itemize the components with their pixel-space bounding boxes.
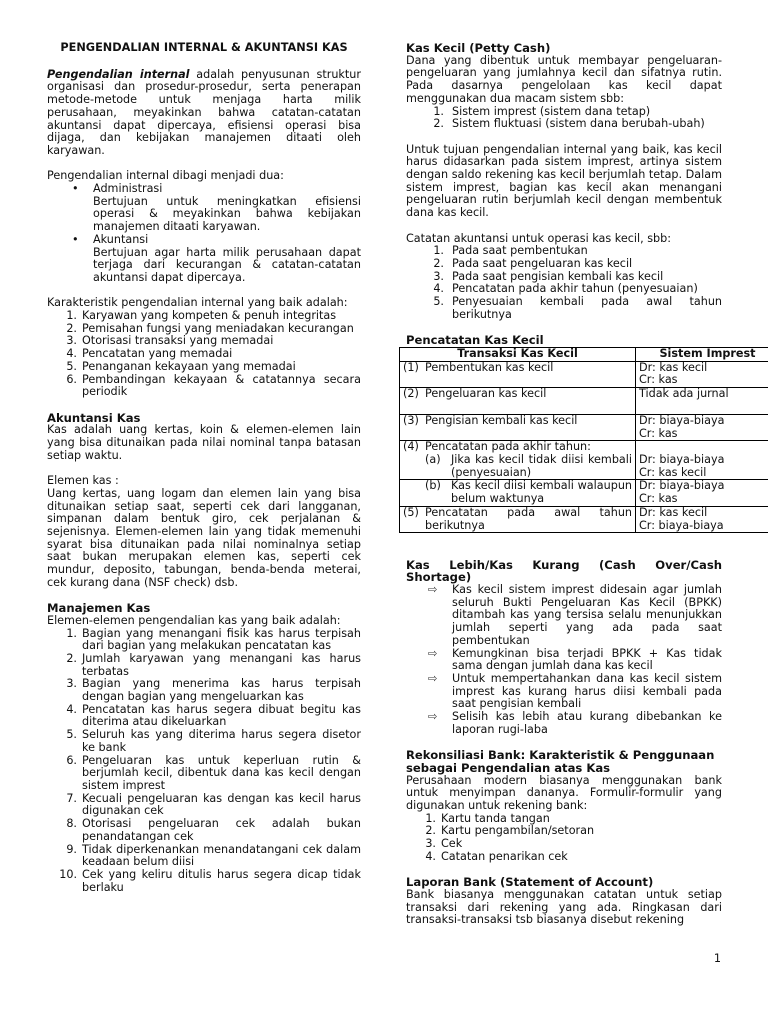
table-row: (3) Pengisian kembali kas kecil Dr: biaya-biaya Cr: kas [400, 414, 768, 440]
list-item: ⇨ Kas kecil sistem imprest didesain agar jumlah seluruh Bukti Pengeluaran Kas Kecil (BPKK) ditambah kas yang tersisa selalu menunjukkan jumlah seperti yang ada pada saat pembentukan [428, 583, 722, 647]
list-item: • Akuntansi Bertujuan agar harta milik perusahaan dapat terjaga dari kecurangan & catatan-catatan akuntansi dapat dipercaya. [72, 232, 361, 284]
bullet-icon: • [72, 182, 79, 196]
table-header-imprest: Sistem Imprest [636, 347, 768, 361]
elemen-label: Elemen kas : [47, 474, 119, 488]
left-column [47, 42, 361, 894]
list-item: 1. Kartu tanda tangan [425, 811, 550, 825]
table-row: (2) Pengeluaran kas kecil Tidak ada jurnal [400, 387, 768, 414]
kas-definition: Kas adalah uang kertas, koin & elemen-elemen lain yang bisa ditunaikan pada nilai nominal tanpa batasan setiap waktu. [47, 423, 361, 462]
list-item: 10. Cek yang keliru ditulis harus segera dicap tidak berlaku [59, 867, 361, 894]
list-item: 9. Tidak diperkenankan menandatangani cek dalam keadaan belum diisi [66, 842, 361, 869]
list-item: 3. Otorisasi transaksi yang memadai [66, 334, 274, 348]
arrow-icon: ⇨ [428, 710, 438, 724]
petty-cash-heading: Kas Kecil (Petty Cash) [406, 41, 551, 55]
petty-cash-text: Dana yang dibentuk untuk membayar pengeluaran-pengeluaran yang jumlahnya kecil dan sifatnya rutin. Pada dasarnya pengelolaan kas kecil dapat menggunakan dua macam sistem sbb: [406, 53, 722, 105]
list-item: 6. Pembandingan kekayaan & catatannya secara periodik [66, 372, 361, 399]
list-item: ⇨ Untuk mempertahankan dana kas kecil sistem imprest kas kurang harus diisi kembali pada saat pengisian kembali [428, 671, 722, 711]
list-item: 3. Cek [425, 837, 463, 851]
list-item: 4. Pencatatan kas harus segera dibuat begitu kas diterima atau dikeluarkan [66, 702, 361, 729]
manajemen-intro: Elemen-elemen pengendalian kas yang baik adalah: [47, 613, 341, 627]
list-item: 3. Bagian yang menerima kas harus terpisah dengan bagian yang mengeluarkan kas [66, 677, 361, 704]
catatan-list [406, 245, 722, 321]
list-item: 5. Penyesuaian kembali pada awal tahun berikutnya [433, 295, 722, 321]
rekonsiliasi-heading: Rekonsiliasi Bank: Karakteristik & Penggunaan sebagai Pengendalian atas Kas [406, 748, 715, 775]
characteristics-intro: Karakteristik pengendalian internal yang baik adalah: [47, 296, 348, 310]
table-row: (4) Pencatatan pada akhir tahun: [400, 441, 768, 454]
page-number: 1 [713, 952, 721, 965]
petty-cash-table [399, 347, 768, 533]
rekonsiliasi-text: Perusahaan modern biasanya menggunakan bank untuk menyimpan dananya. Formulir-formulir yang digunakan untuk rekening bank: [406, 773, 722, 812]
list-item: 2. Sistem fluktuasi (sistem dana berubah-ubah) [433, 117, 705, 131]
catatan-intro: Catatan akuntansi untuk operasi kas kecil, sbb: [406, 231, 672, 245]
list-item: 2. Kartu pengambilan/setoran [425, 824, 595, 838]
table-header-transaksi: Transaksi Kas Kecil [400, 347, 636, 361]
list-item: 2. Pada saat pengeluaran kas kecil [433, 256, 633, 270]
table-row: (5) Pencatatan pada awal tahun berikutnya Dr: kas kecil Cr: biaya-biaya [400, 506, 768, 532]
right-column [403, 41, 756, 927]
rekonsiliasi-list [406, 813, 722, 864]
intro-term: Pengendalian internal [47, 67, 190, 81]
imprest-text: Untuk tujuan pengendalian internal yang baik, kas kecil harus didasarkan pada sistem imprest, artinya sistem dengan saldo rekening kas kecil berjumlah tetap. Dalam sistem imprest, bagian kas kecil akan menangani pengeluaran rutin berjumlah kecil dengan membentuk dana kas kecil. [406, 142, 722, 220]
arrow-icon: ⇨ [428, 646, 438, 660]
types-intro: Pengendalian internal dibagi menjadi dua: [47, 169, 284, 183]
cash-over-heading: Kas Lebih/Kas Kurang (Cash Over/Cash Shortage) [406, 557, 722, 585]
manajemen-list [47, 628, 361, 895]
list-item: 3. Pada saat pengisian kembali kas kecil [433, 269, 664, 283]
intro-paragraph [47, 69, 361, 158]
list-item: 2. Jumlah karyawan yang menangani kas harus terbatas [66, 651, 361, 678]
arrow-icon: ⇨ [428, 671, 438, 685]
list-item: 4. Pencatatan yang memadai [66, 347, 233, 361]
list-item: ⇨ Selisih kas lebih atau kurang dibebankan ke laporan rugi-laba [428, 710, 722, 736]
kas-heading: Akuntansi Kas [47, 410, 141, 425]
list-item: 7. Kecuali pengeluaran kas dengan kas kecil harus digunakan cek [66, 791, 361, 818]
elemen-text: Uang kertas, uang logam dan elemen lain yang bisa ditunaikan setiap saat, seperti cek dari langganan, simpanan dalam bentuk giro, cek perjalanan & sejenisnya. Elemen-elemen lain yang tidak memenuhi syarat bisa ditunaikan pada nilai nominalnya setiap saat bukan merupakan elemen kas, seperti cek mundur, deposito, tabungan, benda-benda meterai, cek kurang dana (NSF check) dsb. [47, 486, 361, 589]
petty-systems-list [406, 106, 722, 131]
list-item: 2. Pemisahan fungsi yang meniadakan kecurangan [66, 321, 354, 335]
cash-over-list [406, 584, 722, 736]
page-title: PENGENDALIAN INTERNAL & AKUNTANSI KAS [60, 41, 348, 54]
list-item: 5. Penanganan kekayaan yang memadai [66, 359, 296, 373]
types-list [47, 183, 361, 285]
table-row: (1) Pembentukan kas kecil Dr: kas kecil Cr: kas [400, 361, 768, 387]
list-item: 1. Karyawan yang kompeten & penuh integritas [66, 309, 337, 323]
list-item: 1. Pada saat pembentukan [433, 244, 588, 258]
table-heading: Pencatatan Kas Kecil [406, 333, 544, 348]
list-item: • Administrasi Bertujuan untuk meningkatkan efisiensi operasi & meyakinkan bahwa kebijakan manajemen ditaati karyawan. [72, 182, 361, 234]
list-item: 8. Otorisasi pengeluaran cek adalah bukan penandatangan cek [66, 817, 361, 843]
list-item: 5. Seluruh kas yang diterima harus segera disetor ke bank [66, 728, 361, 754]
list-item: 1. Bagian yang menangani fisik kas harus terpisah dari bagian yang melakukan pencatatan kas [66, 626, 361, 653]
list-item: 4. Pencatatan pada akhir tahun (penyesuaian) [433, 282, 698, 296]
laporan-text: Bank biasanya menggunakan catatan untuk setiap transaksi dari rekening yang ada. Ringkasan dari transaksi-transaksi tsb biasanya disebut rekening [406, 887, 722, 927]
arrow-icon: ⇨ [428, 583, 438, 597]
laporan-heading: Laporan Bank (Statement of Account) [406, 875, 654, 890]
list-item: 6. Pengeluaran kas untuk keperluan rutin & berjumlah kecil, dibentuk dana kas kecil dengan sistem imprest [66, 753, 361, 792]
table-row: (a) Jika kas kecil tidak diisi kembali (penyesuaian) Dr: biaya-biaya Cr: kas kecil [400, 454, 768, 480]
table-row: (b) Kas kecil diisi kembali walaupun belum waktunya Dr: biaya-biaya Cr: kas [400, 480, 768, 506]
characteristics-list [47, 310, 361, 399]
table-header-row [400, 347, 768, 361]
list-item: 4. Catatan penarikan cek [425, 849, 568, 863]
bullet-icon: • [72, 232, 79, 246]
list-item: ⇨ Kemungkinan bisa terjadi BPKK + Kas tidak sama dengan jumlah dana kas kecil [428, 646, 722, 673]
manajemen-heading: Manajemen Kas [47, 601, 151, 616]
intro-text: adalah penyusunan struktur organisasi dan prosedur-prosedur, serta penerapan metode-metode untuk menjaga harta milik perusahaan, meyakinkan bahwa catatan-catatan akuntansi dapat dipercaya, efisiensi operasi bisa dijaga, dan kebijakan manajemen ditaati oleh karyawan. [47, 67, 361, 157]
list-item: 1. Sistem imprest (sistem dana tetap) [433, 104, 651, 118]
